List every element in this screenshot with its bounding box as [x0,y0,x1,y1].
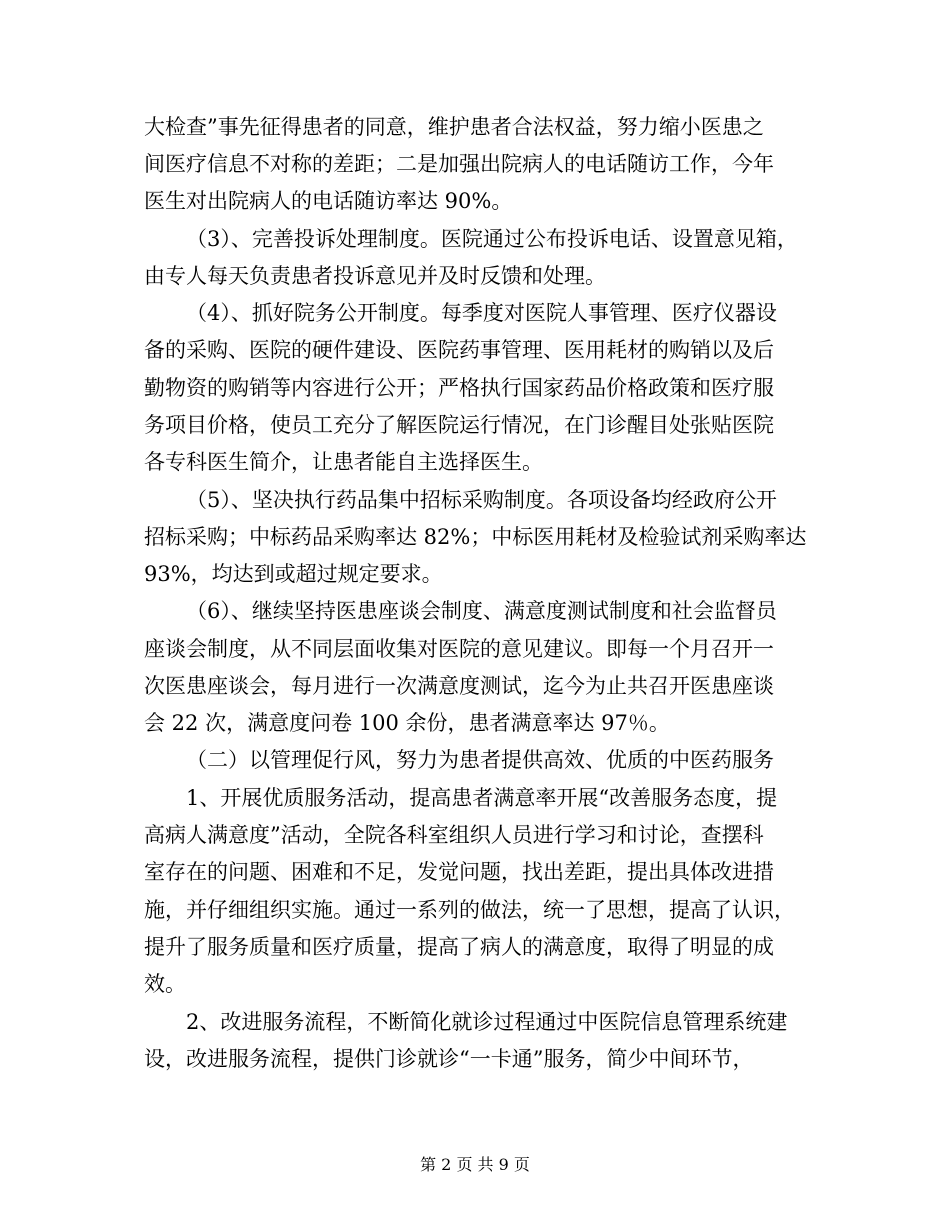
text-line: 设，改进服务流程，提供门诊就诊“一卡通”服务，简少中间环节， [144,1047,754,1071]
text-line: 各专科医生简介，让患者能自主选择医生。 [144,450,543,474]
text-line: 会 22 次，满意度问卷 100 余份，患者满意率达 97％。 [144,711,670,735]
text-line: 高病人满意度”活动，全院各科室组织人员进行学习和讨论，查摆科 [144,823,764,847]
text-line: 招标采购；中标药品采购率达 82%；中标医用耗材及检验试剂采购率达 [144,525,807,549]
text-line: 施，并仔细组织实施。通过一系列的做法，统一了思想，提高了认识， [144,898,795,922]
text-line: 2、改进服务流程，不断简化就诊过程通过中医院信息管理系统建 [186,1010,788,1034]
text-line: 大检查”事先征得患者的同意，维护患者合法权益，努力缩小医患之 [144,115,764,139]
page-footer: 第 2 页 共 9 页 [420,1155,530,1174]
text-line: 勤物资的购销等内容进行公开；严格执行国家药品价格政策和医疗服 [144,376,774,400]
text-line: 1、开展优质服务活动，提高患者满意率开展“改善服务态度，提 [186,786,778,810]
text-line: 室存在的问题、困难和不足，发觉问题，找出差距，提出具体改进措 [144,860,774,884]
text-line: 医生对出院病人的电话随访率达 90%。 [144,189,513,213]
text-line: （3）、完善投诉处理制度。医院通过公布投诉电话、设置意见箱， [186,227,798,251]
text-line: （4）、抓好院务公开制度。每季度对医院人事管理、医疗仪器设 [186,301,777,325]
section-heading: （二）以管理促行风，努力为患者提供高效、优质的中医药服务 [186,748,774,772]
text-line: 间医疗信息不对称的差距；二是加强出院病人的电话随访工作，今年 [144,152,774,176]
text-line: 效。 [144,972,186,996]
text-line: （5）、坚决执行药品集中招标采购制度。各项设备均经政府公开 [186,488,777,512]
text-line: 座谈会制度，从不同层面收集对医院的意见建议。即每一个月召开一 [144,637,774,661]
text-line: 93%，均达到或超过规定要求。 [144,562,443,586]
text-line: （6）、继续坚持医患座谈会制度、满意度测试制度和社会监督员 [186,599,777,623]
text-line: 次医患座谈会，每月进行一次满意度测试，迄今为止共召开医患座谈 [144,674,774,698]
text-line: 提升了服务质量和医疗质量，提高了病人的满意度，取得了明显的成 [144,935,774,959]
text-line: 务项目价格，使员工充分了解医院运行情况，在门诊醒目处张贴医院 [144,413,774,437]
text-line: 备的采购、医院的硬件建设、医院药事管理、医用耗材的购销以及后 [144,338,774,362]
text-line: 由专人每天负责患者投诉意见并及时反馈和处理。 [144,264,606,288]
